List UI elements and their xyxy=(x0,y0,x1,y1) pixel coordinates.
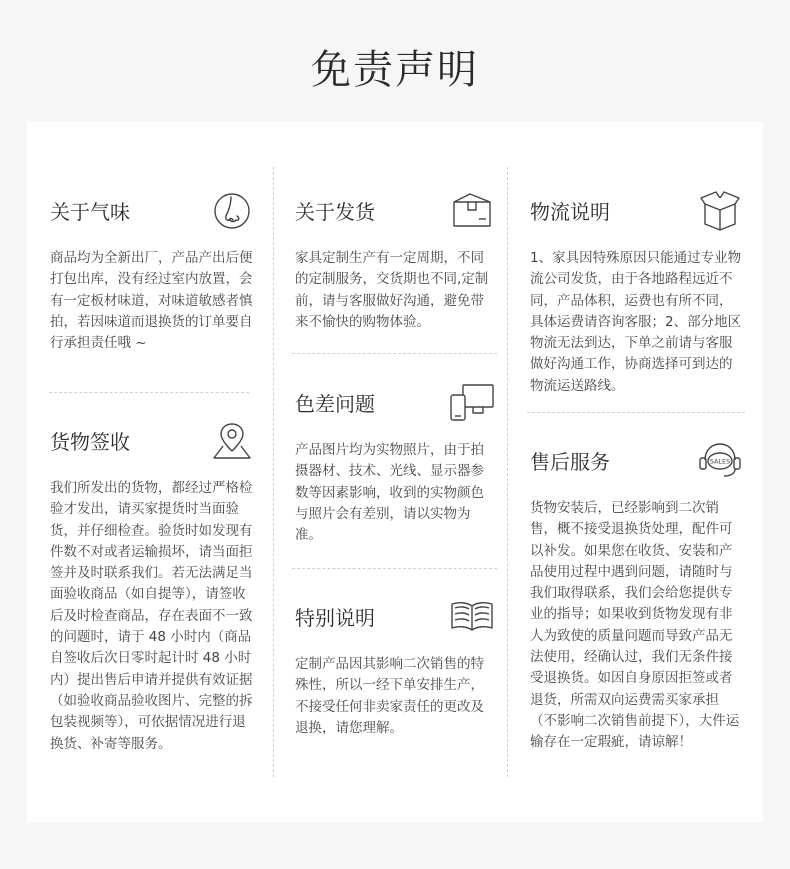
section-title: 关于发货 xyxy=(295,200,375,224)
column-divider xyxy=(507,167,508,777)
section-shipping xyxy=(295,188,495,333)
section-title: 售后服务 xyxy=(530,450,610,474)
section-text: 商品均为全新出厂，产品产出后便打包出库，没有经过室内放置，会有一定板材味道，对味道敏感者慎拍，若因味道而退换货的订单要自行承担责任哦 ~ xyxy=(50,250,253,352)
disclaimer-card xyxy=(27,122,763,822)
sales-headset-icon xyxy=(697,438,743,484)
row-divider xyxy=(49,392,249,393)
open-box-icon xyxy=(697,188,743,234)
page-title: 免责声明 xyxy=(311,47,479,93)
section-special xyxy=(295,594,495,739)
section-title: 物流说明 xyxy=(530,200,610,224)
column-divider xyxy=(273,167,274,777)
section-smell xyxy=(50,188,255,354)
row-divider xyxy=(527,412,745,413)
section-text: 1、家具因特殊原因只能通过专业物流公司发货，由于各地路程远近不同，产品体积，运费也有所不同，具体运费请咨询客服；2、部分地区物流无法到达，下单之前请与客服做好沟通工作，协商选择可到达的物流运送路线。 xyxy=(530,250,742,394)
row-divider xyxy=(292,568,497,569)
box-icon xyxy=(449,188,495,234)
section-text: 货物安装后，已经影响到二次销售，概不接受退换货处理，配件可以补发。如果您在收货、安装和产品使用过程中遇到问题，请随时与我们取得联系，我们会给您提供专业的指导；如果收到货物发现有非人为致使的质量问题而导致产品无法使用，经确认过，我们无条件接受退换货。如因自身原因拒签或者退货，所需双向运费需买家承担（不影响二次销售前提下），大件运输存在一定瑕疵，请谅解！ xyxy=(530,500,740,751)
devices-icon xyxy=(449,380,495,426)
section-title: 关于气味 xyxy=(50,200,130,224)
nose-icon xyxy=(209,188,255,234)
section-color xyxy=(295,380,495,546)
section-text: 家具定制生产有一定周期，不同的定制服务，交货期也不同,定制前，请与客服做好沟通，避免带来不愉快的购物体验。 xyxy=(295,250,489,330)
section-title: 特别说明 xyxy=(295,606,375,630)
section-text: 产品图片均为实物照片，由于拍摄器材、技术、光线、显示器参数等因素影响，收到的实物颜色与照片会有差别，请以实物为准。 xyxy=(295,442,484,544)
section-title: 色差问题 xyxy=(295,392,375,416)
section-text: 我们所发出的货物，都经过严格检验才发出，请买家提货时当面验货，并仔细检查。验货时如发现有件数不对或者运输损坏，请当面拒签并及时联系我们。若无法满足当面验收商品（如自提等），请签收后及时检查商品，存在表面不一致的问题时，请于 48 小时内（商品自签收后次日零时起计时 48 小时内）提出售后申请并提供有效证据（如验收商品验收图片、完整的拆包装视频等），可依据情况进行退换货、补寄等服务。 xyxy=(50,480,253,752)
row-divider xyxy=(292,353,497,354)
section-receipt xyxy=(50,418,255,755)
section-aftersales xyxy=(530,438,743,754)
section-text: 定制产品因其影响二次销售的特殊性，所以一经下单安排生产，不接受任何非卖家责任的更改及退换，请您理解。 xyxy=(295,656,484,736)
open-book-icon xyxy=(449,594,495,640)
section-logistics xyxy=(530,188,743,397)
location-pin-icon xyxy=(209,418,255,464)
sales-label: SALES xyxy=(709,457,731,466)
section-title: 货物签收 xyxy=(50,430,130,454)
